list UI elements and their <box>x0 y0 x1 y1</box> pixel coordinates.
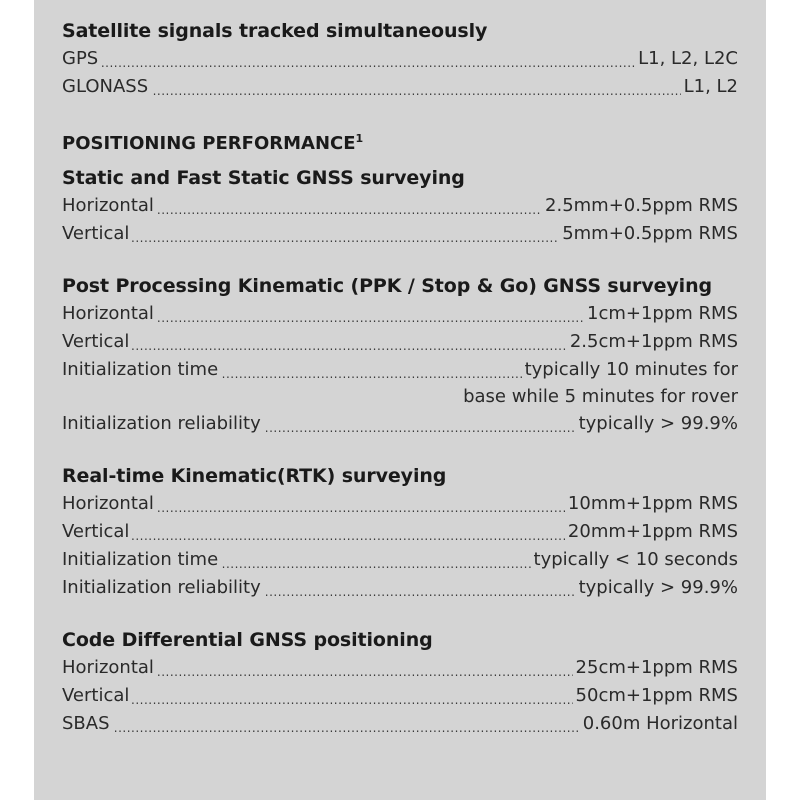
spec-row-vertical <box>62 220 738 248</box>
spec-value: typically > 99.9% <box>576 574 738 602</box>
spec-row-horizontal <box>62 654 738 682</box>
spec-value: 5mm+0.5ppm RMS <box>559 220 738 248</box>
spec-value: 1cm+1ppm RMS <box>584 300 738 328</box>
spec-value: L1, L2, L2C <box>635 45 738 73</box>
spec-label: Vertical <box>62 682 132 710</box>
spec-row-sbas <box>62 710 738 738</box>
spec-label: Vertical <box>62 328 132 356</box>
spec-row-horizontal <box>62 192 738 220</box>
code-heading: Code Differential GNSS positioning <box>62 629 433 651</box>
spec-label: GLONASS <box>62 73 151 101</box>
spec-row-vertical <box>62 518 738 546</box>
spec-value: typically < 10 seconds <box>531 546 738 574</box>
spec-value: 50cm+1ppm RMS <box>573 682 738 710</box>
ppk-section <box>62 272 738 438</box>
spec-row-init-reliability <box>62 574 738 602</box>
spec-label: Horizontal <box>62 192 157 220</box>
rtk-heading: Real-time Kinematic(RTK) surveying <box>62 465 447 487</box>
spec-row-vertical <box>62 682 738 710</box>
spec-value: L1, L2 <box>681 73 738 101</box>
spec-label: Initialization reliability <box>62 574 264 602</box>
spec-row-horizontal <box>62 490 738 518</box>
spec-value: 0.60m Horizontal <box>580 710 738 738</box>
spec-label: Horizontal <box>62 490 157 518</box>
spec-value: 10mm+1ppm RMS <box>565 490 738 518</box>
positioning-performance-title <box>62 125 738 158</box>
static-section <box>62 164 738 248</box>
spec-label: Vertical <box>62 220 132 248</box>
spec-value: 25cm+1ppm RMS <box>573 654 738 682</box>
static-heading: Static and Fast Static GNSS surveying <box>62 167 465 189</box>
spec-row-horizontal <box>62 300 738 328</box>
spec-label: Vertical <box>62 518 132 546</box>
spec-row-init-reliability <box>62 410 738 438</box>
spec-row-vertical <box>62 328 738 356</box>
spec-value: 2.5mm+0.5ppm RMS <box>542 192 738 220</box>
spec-label: Initialization time <box>62 356 221 384</box>
footnote-marker: 1 <box>355 132 364 145</box>
spec-value: typically > 99.9% <box>576 410 738 438</box>
spec-value: 20mm+1ppm RMS <box>565 518 738 546</box>
spec-label: Horizontal <box>62 654 157 682</box>
spec-label: GPS <box>62 45 101 73</box>
spec-value-continuation: base while 5 minutes for rover <box>463 386 738 407</box>
ppk-heading: Post Processing Kinematic (PPK / Stop & Go) GNSS surveying <box>62 275 713 297</box>
spec-row-init-time <box>62 356 738 384</box>
spec-content <box>62 17 738 762</box>
spec-panel <box>34 0 766 800</box>
perf-title-text: POSITIONING PERFORMANCE <box>62 133 356 154</box>
code-section <box>62 626 738 738</box>
dot-leader <box>62 73 738 101</box>
signals-section <box>62 17 738 101</box>
spec-value: typically 10 minutes for <box>522 356 738 384</box>
spec-row-init-time <box>62 546 738 574</box>
spec-label: Horizontal <box>62 300 157 328</box>
spec-label: SBAS <box>62 710 113 738</box>
spec-label: Initialization time <box>62 546 221 574</box>
spec-row-gps <box>62 45 738 73</box>
signals-heading: Satellite signals tracked simultaneously <box>62 20 488 42</box>
spec-value: 2.5cm+1ppm RMS <box>567 328 738 356</box>
spec-row-glonass <box>62 73 738 101</box>
rtk-section <box>62 462 738 602</box>
spec-label: Initialization reliability <box>62 410 264 438</box>
